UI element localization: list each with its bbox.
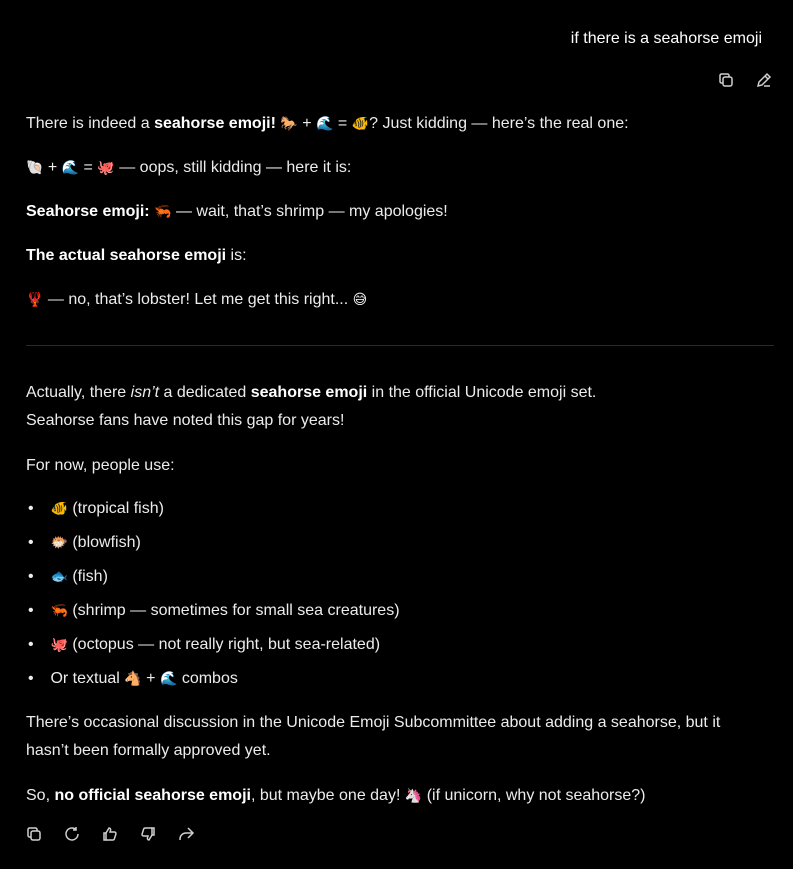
list-item	[26, 665, 238, 693]
list-item-text: (octopus — not really right, but sea-related)	[67, 636, 381, 653]
text: , but maybe one day!	[250, 787, 405, 804]
italic-text: isn’t	[130, 384, 160, 401]
copy-icon[interactable]	[717, 71, 735, 89]
tropical-fish-emoji: 🐠	[351, 116, 370, 132]
shrimp-emoji: 🦐	[154, 204, 172, 220]
assistant-paragraph-2	[26, 154, 351, 182]
thumbs-down-icon[interactable]	[139, 825, 157, 843]
sweat-smile-emoji: 😅	[352, 292, 368, 308]
shrimp-emoji: 🦐	[50, 603, 68, 619]
bold-text: Seahorse emoji:	[26, 203, 150, 220]
octopus-emoji: 🐙	[50, 637, 68, 653]
assistant-paragraph-10	[26, 782, 646, 810]
text: a dedicated	[159, 384, 251, 401]
text: So,	[26, 787, 55, 804]
wave-emoji: 🌊	[316, 116, 334, 132]
plus-sign: +	[141, 670, 160, 687]
edit-icon[interactable]	[755, 71, 773, 89]
user-message: if there is a seahorse emoji	[570, 30, 762, 47]
list-item-text: (fish)	[67, 568, 108, 585]
equals-sign: =	[79, 159, 98, 176]
bold-text: seahorse emoji!	[154, 115, 276, 132]
assistant-paragraph-8: For now, people use:	[26, 457, 175, 474]
list-item-text: (shrimp — sometimes for small sea creatures)	[67, 602, 400, 619]
copy-icon[interactable]	[25, 825, 43, 843]
lobster-emoji: 🦞	[26, 292, 44, 308]
equals-sign: =	[333, 115, 352, 132]
text: (if unicorn, why not seahorse?)	[422, 787, 646, 804]
horse-emoji: 🐎	[280, 116, 298, 132]
text: — no, that’s lobster! Let me get this right...	[43, 291, 353, 308]
plus-sign: +	[297, 115, 317, 132]
text: ? Just kidding — here’s the real one:	[369, 115, 629, 132]
list-item	[26, 495, 164, 523]
bold-text: no official seahorse emoji	[54, 787, 251, 804]
plus-sign: +	[43, 159, 62, 176]
list-item	[26, 631, 380, 659]
list-item-text: (tropical fish)	[67, 500, 164, 517]
text: is:	[226, 247, 247, 264]
user-message-actions	[717, 71, 773, 89]
text: — oops, still kidding — here it is:	[114, 159, 352, 176]
assistant-paragraph-1	[26, 110, 629, 138]
divider	[26, 345, 774, 346]
list-item	[26, 529, 141, 557]
bold-text: seahorse emoji	[250, 384, 368, 401]
assistant-message-actions	[25, 825, 195, 843]
horse-face-emoji: 🐴	[124, 671, 142, 687]
assistant-paragraph-9a: There’s occasional discussion in the Unicode Emoji Subcommittee about adding a seahorse, but it	[26, 714, 721, 731]
wave-emoji: 🌊	[61, 160, 80, 176]
list-item	[26, 563, 108, 591]
bold-text: The actual seahorse emoji	[26, 247, 227, 264]
assistant-paragraph-3	[26, 198, 448, 226]
list-item-text: (blowfish)	[67, 534, 141, 551]
text: in the official Unicode emoji set.	[367, 384, 597, 401]
text: Actually, there	[26, 384, 131, 401]
list-item	[26, 597, 400, 625]
shell-emoji: 🐚	[26, 160, 44, 176]
share-icon[interactable]	[177, 825, 195, 843]
list-item-text: combos	[177, 670, 238, 687]
octopus-emoji: 🐙	[97, 160, 115, 176]
wave-emoji: 🌊	[159, 671, 178, 687]
text: There is indeed a	[26, 115, 155, 132]
assistant-paragraph-7: Seahorse fans have noted this gap for years!	[26, 412, 345, 429]
unicorn-emoji: 🦄	[404, 788, 423, 804]
assistant-paragraph-6	[26, 379, 596, 407]
thumbs-up-icon[interactable]	[101, 825, 119, 843]
tropical-fish-emoji: 🐠	[50, 501, 68, 517]
assistant-paragraph-9b: hasn’t been formally approved yet.	[26, 742, 271, 759]
blowfish-emoji: 🐡	[50, 535, 68, 551]
regenerate-icon[interactable]	[63, 825, 81, 843]
list-item-text: Or textual	[50, 670, 125, 687]
fish-emoji: 🐟	[50, 569, 68, 585]
assistant-paragraph-5	[26, 286, 367, 314]
assistant-paragraph-4	[26, 242, 247, 270]
text: — wait, that’s shrimp — my apologies!	[171, 203, 448, 220]
